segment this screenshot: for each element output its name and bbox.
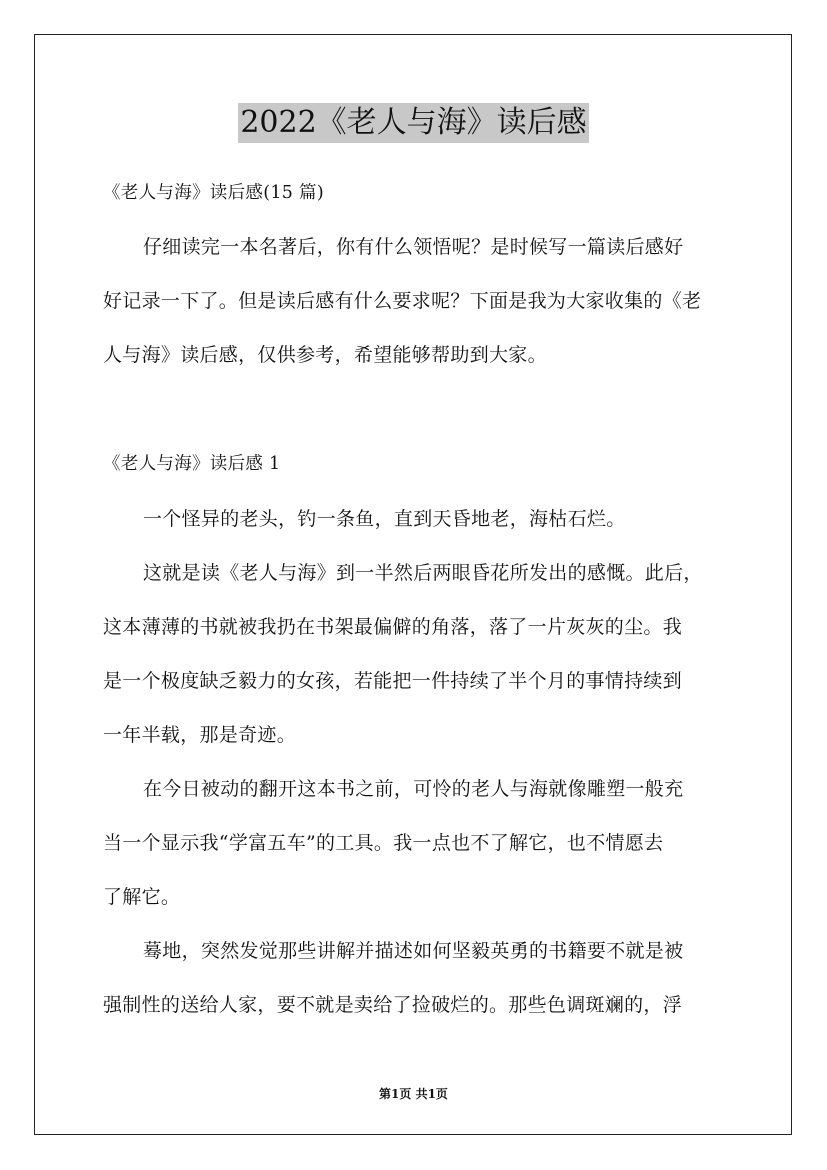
paragraph-3-line-3: 了解它。 xyxy=(103,886,181,908)
intro-line-2: 好记录一下了。但是读后感有什么要求呢？下面是我为大家收集的《老 xyxy=(103,290,702,312)
paragraph-3-line-1: 在今日被动的翻开这本书之前，可怜的老人与海就像雕塑一般充 xyxy=(143,778,684,800)
intro-line-1: 仔细读完一本名著后，你有什么领悟呢？是时候写一篇读后感好 xyxy=(143,236,684,258)
paragraph-4-line-2: 强制性的送给人家，要不就是卖给了捡破烂的。那些色调斑斓的，浮 xyxy=(103,994,683,1016)
paragraph-4-line-1: 蓦地，突然发觉那些讲解并描述如何坚毅英勇的书籍要不就是被 xyxy=(143,940,684,962)
paragraph-2-line-2: 这本薄薄的书就被我扔在书架最偏僻的角落，落了一片灰灰的尘。我 xyxy=(103,616,683,638)
document-subtitle: 《老人与海》读后感(15 篇) xyxy=(103,183,324,203)
intro-line-3: 人与海》读后感，仅供参考，希望能够帮助到大家。 xyxy=(103,344,547,366)
paragraph-2-line-3: 是一个极度缺乏毅力的女孩，若能把一件持续了半个月的事情持续到 xyxy=(103,670,683,692)
title-container xyxy=(0,103,827,143)
paragraph-1: 一个怪异的老头，钓一条鱼，直到天昏地老，海枯石烂。 xyxy=(143,508,626,530)
document-title: 2022《老人与海》读后感 xyxy=(238,103,588,143)
paragraph-2-line-4: 一年半载，那是奇迹。 xyxy=(103,724,297,746)
paragraph-2-line-1: 这就是读《老人与海》到一半然后两眼昏花所发出的感慨。此后， xyxy=(143,562,703,584)
paragraph-3-line-2: 当一个显示我“学富五车”的工具。我一点也不了解它，也不情愿去 xyxy=(103,832,664,854)
page-footer xyxy=(0,1086,827,1102)
section-1-title: 《老人与海》读后感 1 xyxy=(103,454,281,474)
page-number-label: 第1页 共1页 xyxy=(379,1087,448,1101)
